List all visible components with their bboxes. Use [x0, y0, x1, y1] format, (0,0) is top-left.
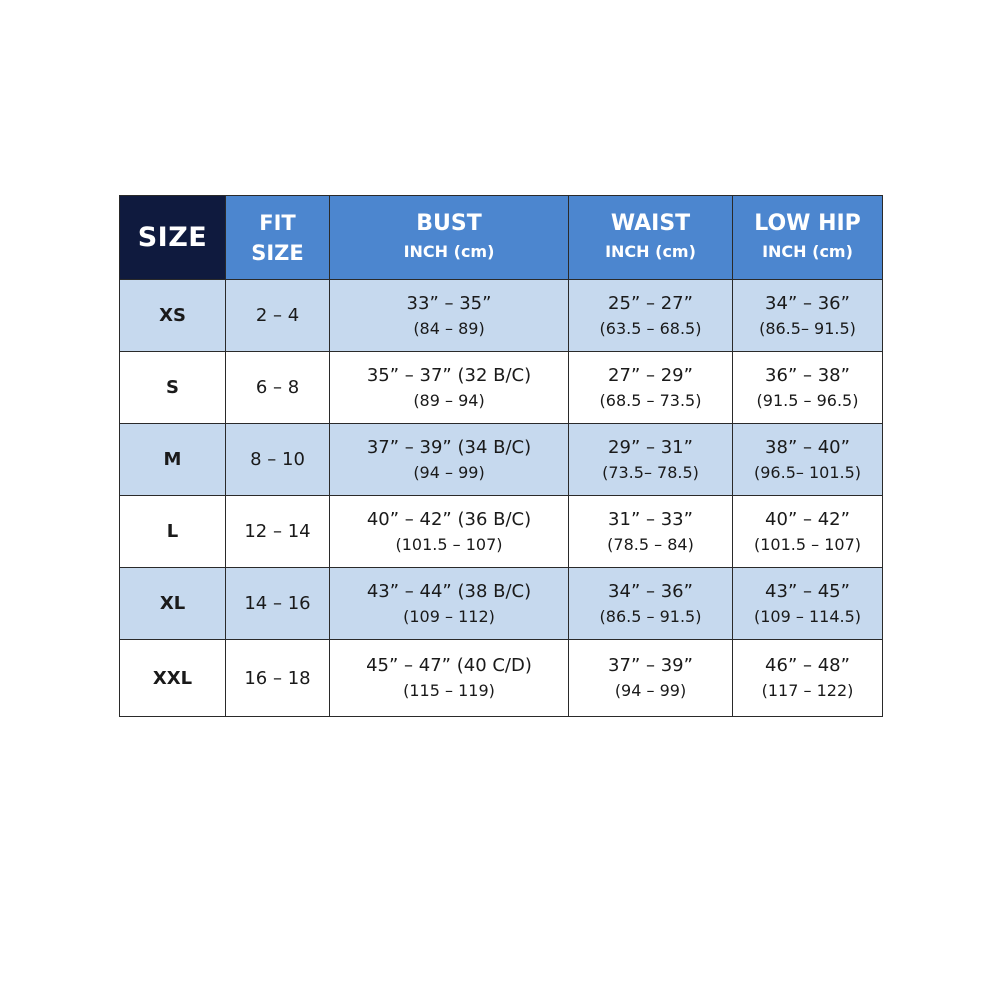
table-row	[120, 568, 883, 640]
bust-cm-value: (115 – 119)	[403, 681, 495, 700]
bust-inch-value: 43” – 44” (38 B/C)	[366, 580, 532, 602]
header-row	[120, 196, 883, 280]
low-hip-cell	[733, 424, 883, 496]
bust-inch-value: 35” – 37” (32 B/C)	[366, 364, 532, 386]
waist-cm-value: (94 – 99)	[614, 681, 687, 700]
waist-cm-value: (78.5 – 84)	[607, 534, 694, 554]
low-hip-cm-value: (101.5 – 107)	[754, 534, 861, 554]
waist-cm-value: (63.5 – 68.5)	[599, 318, 702, 338]
bust-cm-value: (101.5 – 107)	[395, 534, 503, 554]
table-row	[120, 640, 883, 717]
waist-cell	[569, 352, 733, 424]
waist-inch-value: 31” – 33”	[608, 508, 693, 530]
table-body	[120, 280, 883, 717]
bust-header-title: BUST	[416, 211, 482, 236]
waist-cell	[569, 640, 733, 717]
waist-cell	[569, 568, 733, 640]
low-hip-cm-value: (86.5– 91.5)	[759, 318, 856, 338]
waist-inch-value: 34” – 36”	[608, 580, 693, 602]
low-hip-cm-value: (96.5– 101.5)	[754, 462, 861, 482]
table-row	[120, 352, 883, 424]
waist-cell	[569, 280, 733, 352]
waist-header-unit: INCH (cm)	[605, 242, 696, 261]
table-row	[120, 496, 883, 568]
size-cell: XL	[120, 568, 226, 640]
bust-cell	[330, 280, 569, 352]
bust-inch-value: 45” – 47” (40 C/D)	[366, 655, 532, 676]
waist-cm-value: (86.5 – 91.5)	[599, 606, 702, 626]
bust-cm-value: (109 – 112)	[403, 606, 495, 626]
low-hip-cm-value: (91.5 – 96.5)	[756, 390, 859, 410]
bust-cm-value: (84 – 89)	[413, 318, 485, 338]
fit-size-column-header	[226, 196, 330, 280]
fit-size-header-line2: SIZE	[251, 240, 304, 265]
low-hip-inch-value: 40” – 42”	[765, 508, 850, 530]
low-hip-inch-value: 36” – 38”	[765, 364, 850, 386]
bust-cm-value: (89 – 94)	[413, 390, 485, 410]
bust-cell	[330, 496, 569, 568]
low-hip-inch-value: 34” – 36”	[765, 292, 850, 314]
bust-column-header	[330, 196, 569, 280]
low-hip-header-unit: INCH (cm)	[762, 242, 853, 261]
low-hip-cell	[733, 568, 883, 640]
fit-size-cell: 12 – 14	[226, 496, 330, 568]
waist-inch-value: 29” – 31”	[608, 436, 693, 458]
size-column-header: SIZE	[120, 196, 226, 280]
bust-cell	[330, 352, 569, 424]
fit-size-cell: 6 – 8	[226, 352, 330, 424]
fit-size-cell: 2 – 4	[226, 280, 330, 352]
waist-inch-value: 27” – 29”	[608, 364, 693, 386]
table-header	[120, 196, 883, 280]
bust-cm-value: (94 – 99)	[413, 462, 485, 482]
bust-inch-value: 37” – 39” (34 B/C)	[366, 436, 532, 458]
low-hip-cell	[733, 640, 883, 717]
low-hip-cm-value: (117 – 122)	[761, 681, 854, 700]
size-chart-table	[119, 195, 883, 717]
waist-inch-value: 37” – 39”	[608, 655, 693, 676]
bust-cell	[330, 424, 569, 496]
fit-size-cell: 16 – 18	[226, 640, 330, 717]
bust-cell	[330, 640, 569, 717]
waist-cm-value: (68.5 – 73.5)	[599, 390, 702, 410]
low-hip-cm-value: (109 – 114.5)	[754, 606, 861, 626]
size-cell: L	[120, 496, 226, 568]
waist-cell	[569, 496, 733, 568]
low-hip-column-header	[733, 196, 883, 280]
low-hip-cell	[733, 280, 883, 352]
waist-cell	[569, 424, 733, 496]
table-row	[120, 424, 883, 496]
fit-size-cell: 14 – 16	[226, 568, 330, 640]
bust-inch-value: 40” – 42” (36 B/C)	[366, 508, 532, 530]
low-hip-inch-value: 46” – 48”	[765, 655, 850, 676]
waist-header-title: WAIST	[610, 211, 691, 236]
fit-size-header-line1: FIT	[259, 210, 296, 235]
table-row	[120, 280, 883, 352]
size-cell: XXL	[120, 640, 226, 717]
bust-header-unit: INCH (cm)	[403, 242, 495, 261]
waist-inch-value: 25” – 27”	[608, 292, 693, 314]
low-hip-header-title: LOW HIP	[754, 211, 861, 236]
fit-size-cell: 8 – 10	[226, 424, 330, 496]
low-hip-inch-value: 38” – 40”	[765, 436, 850, 458]
size-cell: M	[120, 424, 226, 496]
bust-inch-value: 33” – 35”	[406, 292, 492, 314]
size-cell: S	[120, 352, 226, 424]
waist-column-header	[569, 196, 733, 280]
low-hip-cell	[733, 352, 883, 424]
bust-cell	[330, 568, 569, 640]
waist-cm-value: (73.5– 78.5)	[602, 462, 699, 482]
size-cell: XS	[120, 280, 226, 352]
low-hip-cell	[733, 496, 883, 568]
low-hip-inch-value: 43” – 45”	[765, 580, 850, 602]
